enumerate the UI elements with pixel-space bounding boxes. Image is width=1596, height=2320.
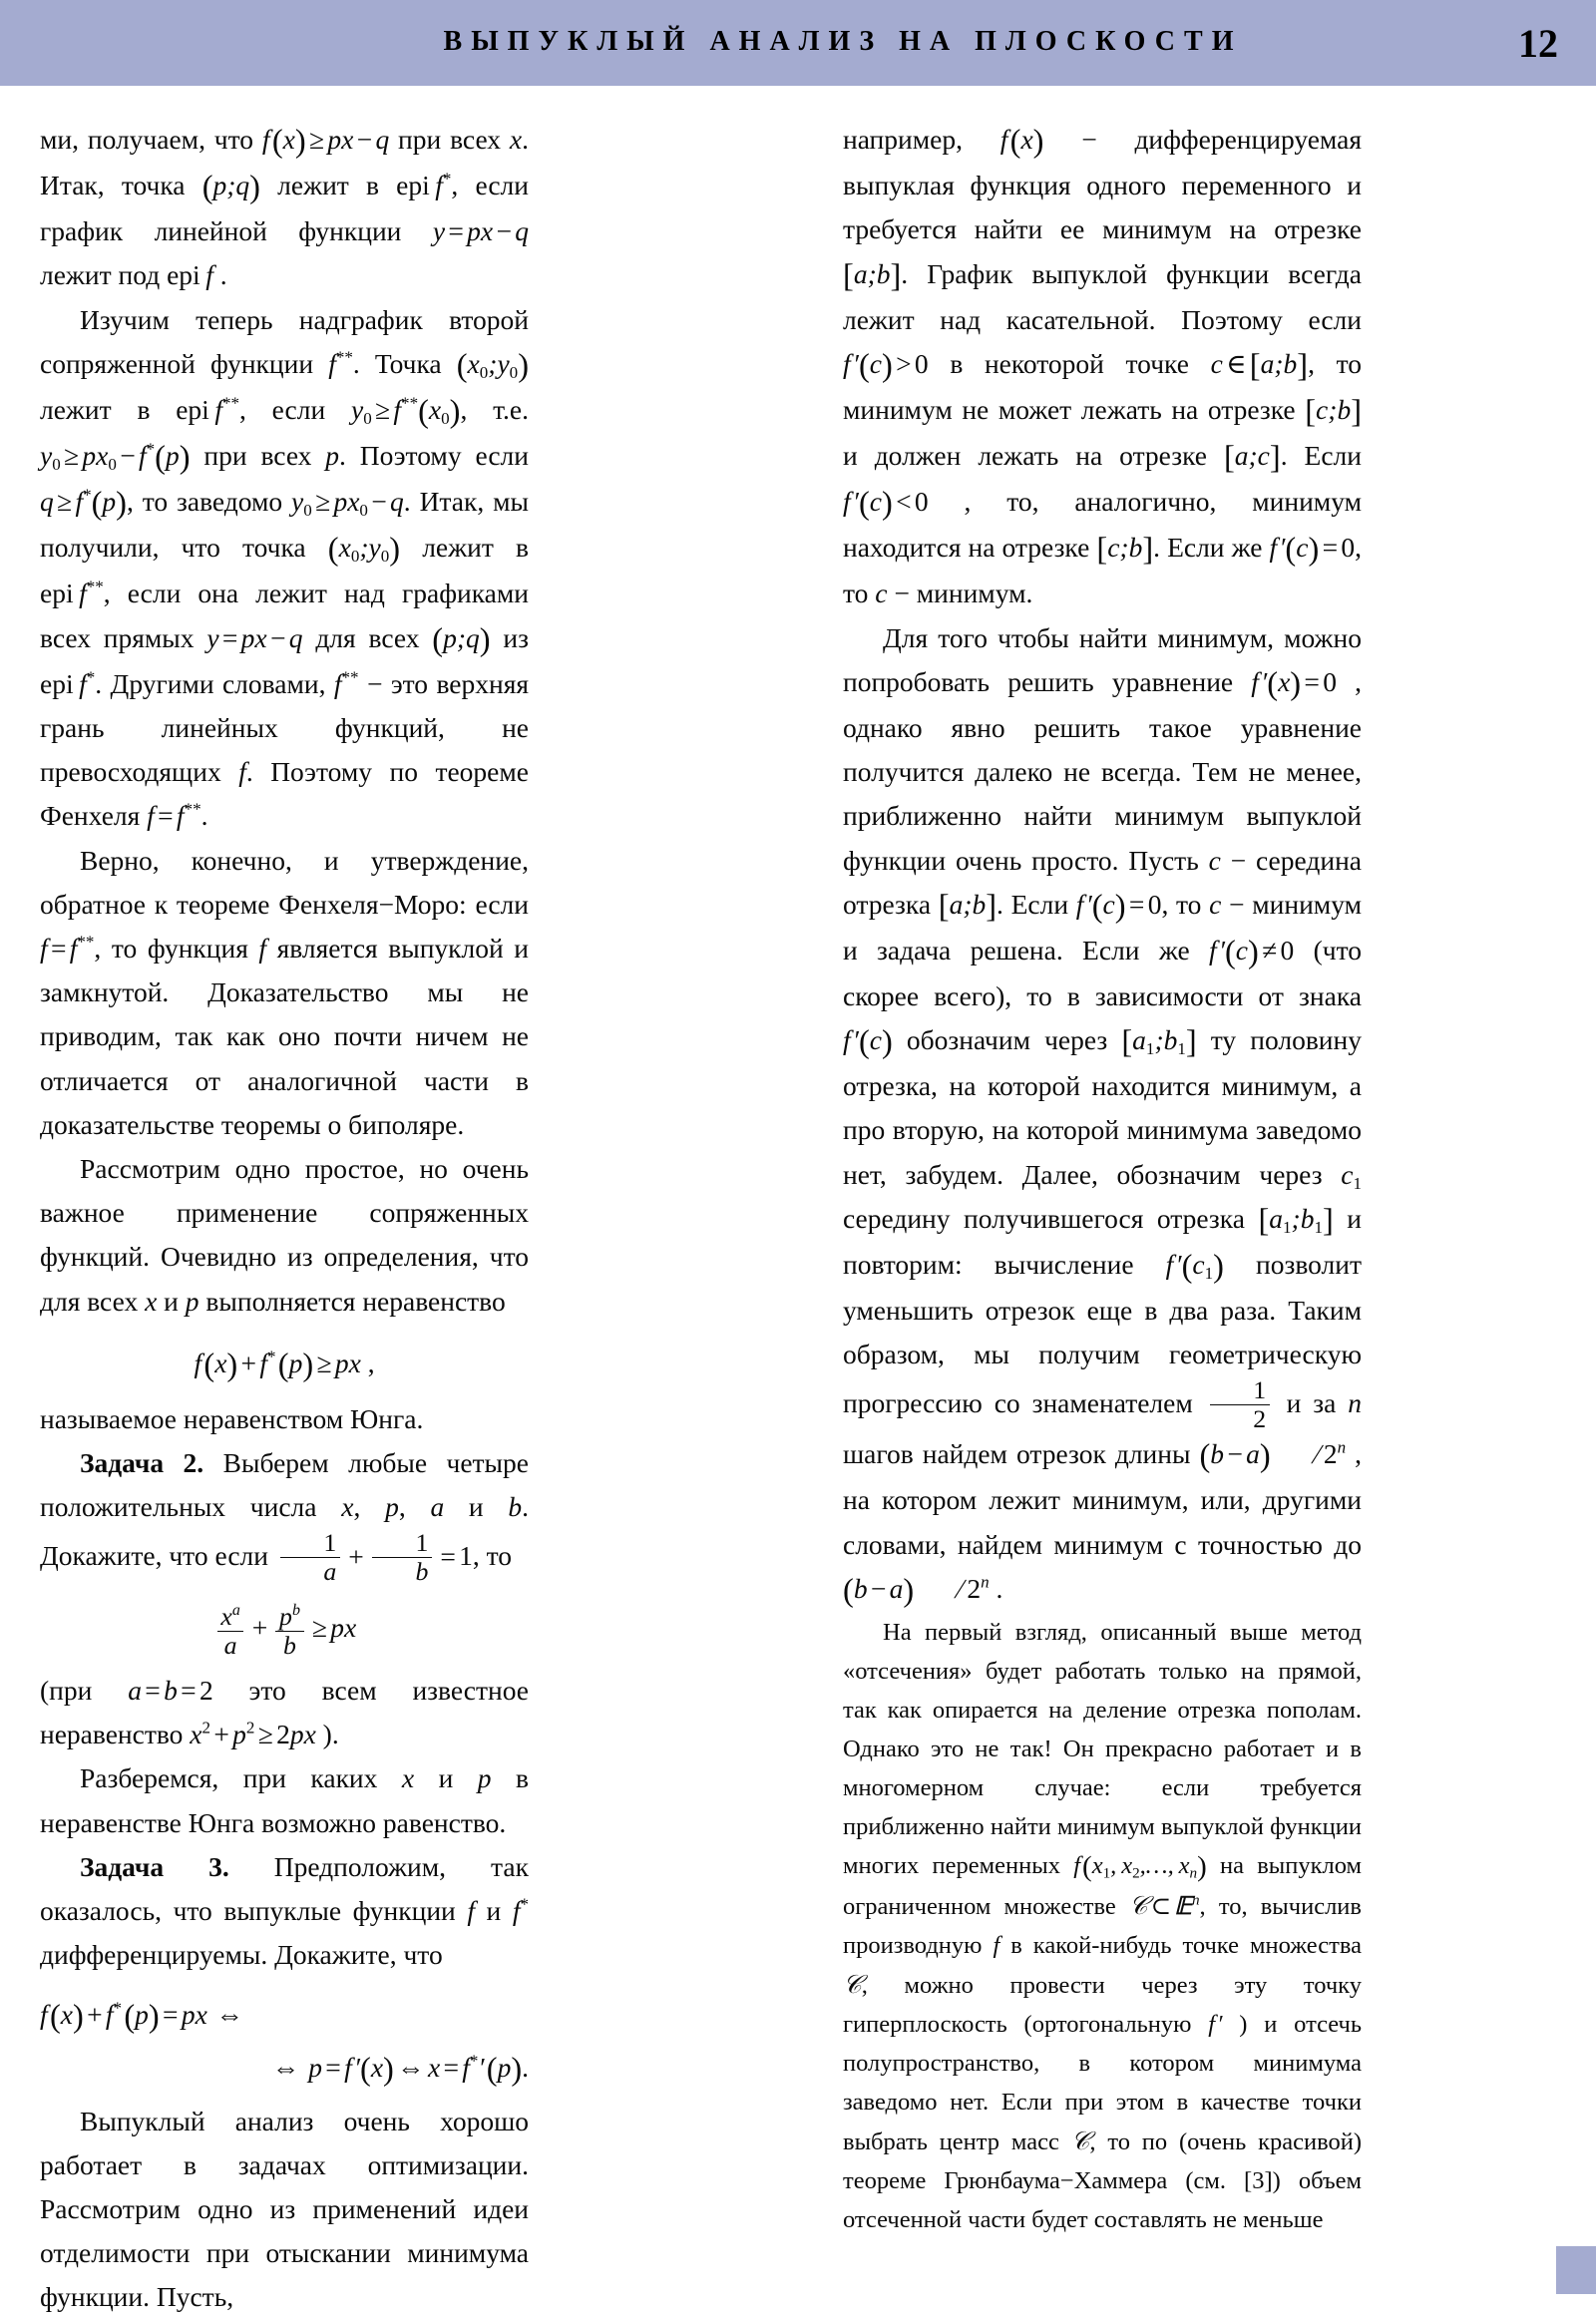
text-run: лежит в epi f*, если график линейной функции bbox=[40, 169, 529, 247]
math-inline: epi f* bbox=[40, 667, 96, 699]
paragraph-young-name bbox=[40, 1397, 529, 1441]
math-inline: f ′(x) = 0 bbox=[1251, 665, 1337, 702]
paragraph-special-case bbox=[40, 1669, 529, 1756]
math-inline: f = f** bbox=[40, 932, 95, 964]
text-run: . bbox=[989, 1572, 1003, 1604]
text-run: , если она лежит над графиками всех прямых bbox=[40, 578, 529, 653]
text-run: − дифференцируемая выпуклая функция одного переменного и требуется найти ее минимум на отрезке bbox=[843, 124, 1362, 245]
math-inline: y = px − q bbox=[432, 215, 529, 247]
text-run: при всех bbox=[389, 124, 510, 155]
text-run: и за n шагов найдем отрезок длины bbox=[843, 1387, 1362, 1470]
text-run: и должен лежать на отрезке bbox=[843, 440, 1224, 472]
paragraph-continuation bbox=[40, 118, 529, 298]
equation-young-inequality: f (x) + f* (p) ≥ px , bbox=[194, 1347, 375, 1383]
fraction-one-half: $\frac{1}{2}$ bbox=[1210, 1376, 1270, 1432]
text-run: Разберемся, при каких x и p в неравенстве Юнга возможно равенство. bbox=[40, 1762, 529, 1838]
paragraph-young-intro bbox=[40, 1147, 529, 1324]
math-inline: [a;b] bbox=[938, 888, 998, 925]
math-inline: f** bbox=[333, 667, 359, 699]
text-run: Изучим теперь надграфик второй сопряженной функции bbox=[40, 303, 529, 379]
text-run: на выпуклом ограниченном множестве bbox=[843, 1851, 1362, 1921]
math-inline: f ′(c) ≠ 0 bbox=[1209, 934, 1295, 970]
math-inline: c ∈ [a;b] bbox=[1210, 347, 1309, 384]
page-running-head bbox=[0, 0, 1596, 86]
paragraph-fenchel-moreau bbox=[40, 839, 529, 1147]
text-run: . Итак, мы получили, что точка bbox=[40, 486, 529, 564]
math-inline: $c_1$ bbox=[1341, 1158, 1362, 1193]
math-inline: + bbox=[348, 1540, 364, 1572]
math-inline: $y_0 \ge px_0 - q$ bbox=[291, 486, 404, 520]
text-run: в некоторой точке bbox=[928, 347, 1211, 379]
text-run: , то c − минимум и задача решена. Если же bbox=[843, 888, 1362, 966]
math-inline: (p;q) bbox=[432, 621, 491, 658]
text-run: Предположим, так оказалось, что выпуклые функции f и f* дифференцируемы. Докажите, что bbox=[40, 1850, 529, 1971]
math-inline: x bbox=[509, 124, 523, 155]
paragraph-epigraph-second-conjugate bbox=[40, 298, 529, 839]
fraction-x-pow-a-over-a: $\frac{x^a}{a}$ bbox=[217, 1603, 244, 1659]
math-inline: epi f** bbox=[40, 577, 104, 609]
running-head-inner bbox=[90, 0, 1596, 86]
math-inline: $y_0 \ge f^{**}(x_0)$ bbox=[350, 393, 461, 430]
math-inline: $[a_1;b_1]$ bbox=[1258, 1202, 1334, 1239]
task-2-label: Задача 2. bbox=[80, 1447, 204, 1479]
text-run: , на котором лежит минимум, или, другими словами, найдем минимум с точностью до bbox=[843, 1438, 1363, 1560]
text-run: , т.е. bbox=[460, 393, 529, 425]
text-run: . Другими словами, bbox=[95, 667, 334, 699]
math-inline: a = b = 2 bbox=[128, 1675, 213, 1707]
math-inline: f ($x_1$, $x_2,\dots$, xn) bbox=[1073, 1850, 1207, 1883]
text-run: . График выпуклой функции всегда лежит над касательной. Поэтому если bbox=[843, 257, 1362, 335]
math-inline: f ′(c) > 0 bbox=[843, 347, 929, 384]
text-run: , если bbox=[239, 393, 351, 425]
text-run: Рассмотрим одно простое, но очень важное применение сопряженных функций. Очевидно из определения, что для всех x и p выполняется неравенство bbox=[40, 1152, 529, 1317]
text-run: , то c − минимум. bbox=[843, 532, 1362, 609]
text-run: называемое неравенством Юнга. bbox=[40, 1402, 424, 1434]
paragraph-task-3 bbox=[40, 1845, 529, 1978]
text-run: ми, получаем, что bbox=[40, 124, 262, 155]
math-inline: $(x_0;y_0)$ bbox=[456, 347, 529, 384]
fraction-one-over-a: $\frac{1}{a}$ bbox=[280, 1529, 340, 1585]
text-run: (при bbox=[40, 1675, 129, 1707]
text-run: из bbox=[490, 621, 529, 653]
math-inline: f (x) ≥ px − q bbox=[261, 123, 390, 160]
math-inline: f (x) bbox=[999, 123, 1044, 160]
text-column-right bbox=[843, 118, 1362, 2239]
page-corner-marker bbox=[1556, 2246, 1596, 2294]
paragraph-optimization-intro bbox=[40, 2100, 529, 2320]
text-run: при всех p. Поэтому если bbox=[190, 440, 529, 472]
math-inline: 𝒞 ⊂ 𝔼$^n$ bbox=[1128, 1891, 1200, 1921]
text-run: середину получившегося отрезка bbox=[843, 1202, 1259, 1234]
math-inline: (b − a) /2$^n$ bbox=[843, 1572, 990, 1609]
math-inline: epi f** bbox=[176, 393, 240, 425]
text-run: Выпуклый анализ очень хорошо работает в задачах оптимизации. Рассмотрим одно из применений идеи отделимости при отыскании минимума функции. Пусть, bbox=[40, 2105, 529, 2313]
math-inline: [a;b] bbox=[843, 257, 902, 294]
equation-task3-line2: ⇔ p = f ′(x) ⇔ x = f*′ (p). bbox=[271, 2050, 529, 2088]
text-run: обозначим через bbox=[892, 1024, 1122, 1056]
math-inline: f ′(c) = 0 bbox=[1269, 532, 1356, 569]
text-run: . Если bbox=[997, 888, 1076, 920]
math-inline: [a;c] bbox=[1223, 439, 1281, 476]
math-inline: f ′(c) = 0 bbox=[1075, 888, 1162, 925]
text-run: , то минимум не может лежать на отрезке bbox=[843, 347, 1363, 425]
text-run: лежит в bbox=[40, 393, 177, 425]
text-run: , однако явно решить такое уравнение получится далеко не всегда. Тем не менее, приближенно найти минимум выпуклой функции очень просто. Пусть c − середина отрезка bbox=[843, 665, 1363, 920]
text-run: для всех bbox=[302, 621, 433, 653]
math-inline: $(x_0;y_0)$ bbox=[327, 532, 401, 569]
math-inline: $[a_1;b_1]$ bbox=[1121, 1024, 1197, 1061]
text-run: , то заведомо bbox=[126, 486, 292, 518]
math-inline: = 1 bbox=[440, 1540, 473, 1572]
text-run: ). bbox=[315, 1719, 339, 1750]
paragraph-differentiable-convex bbox=[843, 118, 1362, 616]
text-run: . Если bbox=[1280, 440, 1362, 472]
text-run: лежит в bbox=[400, 532, 529, 564]
equation-young-general: $\frac{x^a}{a}$ + $\frac{p^b}{b}$ ≥ px bbox=[40, 1603, 529, 1659]
math-inline: f = f** bbox=[147, 799, 201, 832]
task-3-label: Задача 3. bbox=[80, 1850, 229, 1882]
text-run: и повторим: вычисление bbox=[843, 1202, 1363, 1280]
page-title: ВЫПУКЛЫЙ АНАЛИЗ НА ПЛОСКОСТИ bbox=[443, 26, 1243, 57]
text-run: Выберем любые четыре положительных числа x, p, a и b. Докажите, что если bbox=[40, 1447, 530, 1572]
text-column-left bbox=[40, 118, 529, 2320]
text-run: . Если же bbox=[1153, 532, 1270, 564]
fraction-one-over-b: $\frac{1}{b}$ bbox=[372, 1529, 432, 1585]
text-run: , то, вычислив производную f в какой-нибудь точке множества 𝒞, можно провести через эту точку гиперплоскость (ортогональную f ′ ) и отсечь полупространство, в котором минимума заведомо нет. Если при этом в качестве точки выбрать центр масс 𝒞, то по (очень красивой) теореме Грюнбаума−Хаммера (см. [3]) объем отсеченной части будет составлять не меньше bbox=[843, 1893, 1363, 2234]
text-run: , то bbox=[472, 1540, 513, 1572]
text-run: (что скорее всего), то в зависимости от знака bbox=[843, 934, 1362, 1011]
math-inline: $x^2 + p^2 \ge 2px$ bbox=[190, 1718, 316, 1750]
page-number: 12 bbox=[1518, 21, 1558, 66]
math-inline: q ≥ f*(p) bbox=[40, 485, 127, 523]
text-run: − это верхняя грань линейных функций, не превосходящих f. Поэтому по теореме Фенхеля bbox=[40, 667, 530, 832]
paragraph-equality-question bbox=[40, 1756, 529, 1844]
math-inline: [c;b] bbox=[1096, 532, 1154, 569]
paragraph-multidimensional-cutting bbox=[843, 1613, 1362, 2240]
math-inline: (p;q) bbox=[201, 170, 260, 206]
text-run: например, bbox=[843, 124, 1000, 155]
paragraph-bisection-method bbox=[843, 616, 1362, 1613]
math-inline: f ′(c) bbox=[843, 1024, 893, 1061]
text-run: . bbox=[200, 800, 208, 832]
math-inline: y = px − q bbox=[206, 621, 303, 653]
text-run: На первый взгляд, описанный выше метод «отсечения» будет работать только на прямой, так как опирается на деление отрезка пополам. Однако это не так! Он прекрасно работает и в многомерном случае: если требуется приближенно найти минимум выпуклой функции многих переменных bbox=[843, 1618, 1362, 1879]
math-inline: f $'(c_1)$ bbox=[1165, 1248, 1224, 1285]
text-run: лежит под epi f . bbox=[40, 259, 227, 291]
text-run: позволит уменьшить отрезок еще в два раза. Таким образом, мы получим геометрическую прогрессию со знаменателем bbox=[843, 1248, 1362, 1419]
math-inline: [c;b] bbox=[1305, 393, 1362, 430]
text-run: ту половину отрезка, на которой находится минимум, а про вторую, на которой минимума заведомо нет, забудем. Далее, обозначим через bbox=[843, 1024, 1362, 1190]
text-run: Для того чтобы найти минимум, можно попробовать решить уравнение bbox=[843, 621, 1362, 697]
fraction-p-pow-b-over-b: $\frac{p^b}{b}$ bbox=[275, 1603, 303, 1659]
math-inline: f** bbox=[328, 347, 353, 379]
text-run: , то, аналогично, минимум находится на отрезке bbox=[843, 486, 1362, 564]
text-run: , то функция f является выпуклой и замкнутой. Доказательство мы не приводим, так как оно почти ничем не отличается от аналогичной части в доказательстве теоремы о биполяре. bbox=[40, 932, 529, 1140]
equation-task3-line1: f (x) + f* (p) = px ⇔ bbox=[40, 1998, 244, 2036]
text-run: . Итак, точка bbox=[40, 124, 529, 201]
text-run: Верно, конечно, и утверждение, обратное к теореме Фенхеля−Моро: если bbox=[40, 844, 529, 920]
text-run: . Точка bbox=[352, 347, 457, 379]
text-run: это всем известное неравенство bbox=[40, 1675, 529, 1750]
math-inline: $y_0 \ge px_0 - f^*(p)$ bbox=[40, 439, 191, 476]
paragraph-task-2 bbox=[40, 1441, 529, 1585]
math-inline: (b − a) /2$^n$ bbox=[1199, 1437, 1347, 1475]
math-inline: f ′(c) < 0 bbox=[843, 486, 929, 523]
